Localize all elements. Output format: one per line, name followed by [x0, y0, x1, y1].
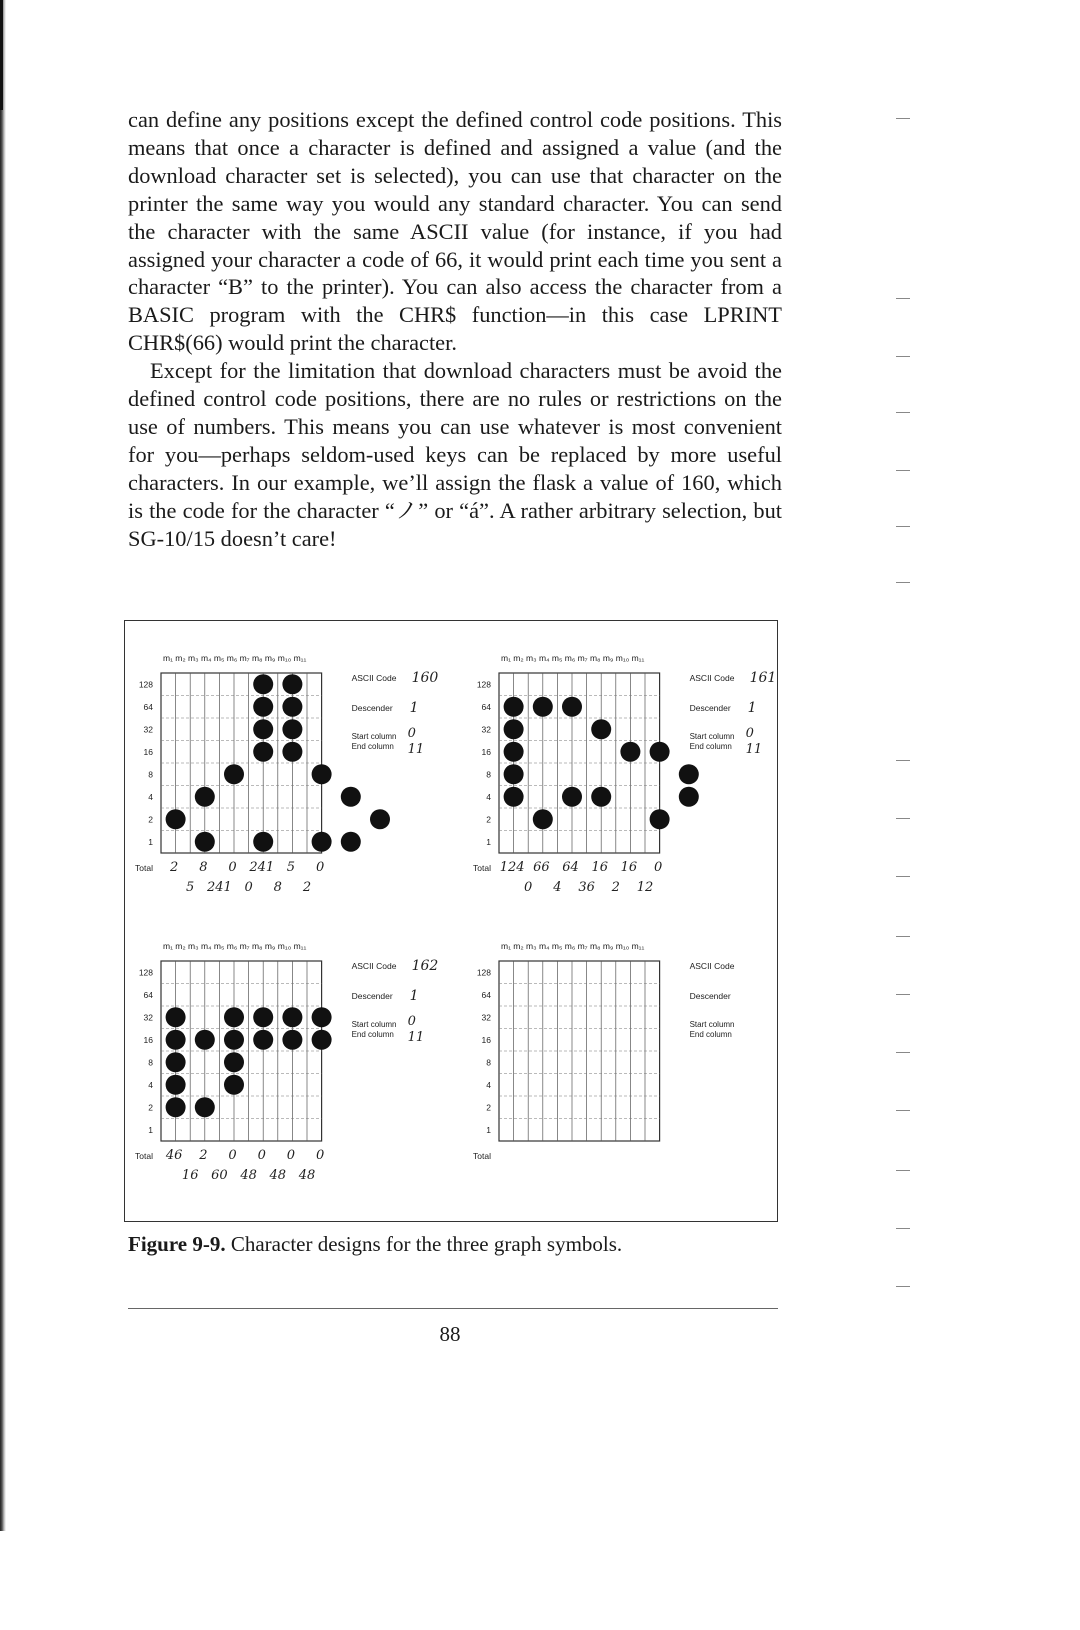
total-label: Total: [473, 863, 491, 873]
row-weight-label: 4: [148, 791, 153, 802]
row-weight-label: 16: [481, 746, 491, 757]
start-column-label: Start column: [351, 1020, 397, 1029]
ascii-code-value: 160: [411, 670, 439, 686]
column-total: 2: [199, 1148, 208, 1163]
start-column-label: Start column: [689, 1020, 735, 1029]
printed-dot: [253, 832, 273, 852]
column-total: 0: [228, 1148, 237, 1163]
column-header-labels: m₁ m₂ m₃ m₄ m₅ m₆ m₇ m₈ m₉ m₁₀ m₁₁: [163, 653, 307, 663]
end-column-value: 11: [407, 1030, 425, 1045]
column-total: 64: [562, 860, 579, 875]
printed-dot: [504, 764, 524, 784]
start-column-value: 0: [745, 726, 754, 741]
column-total: 0: [315, 1148, 325, 1163]
paragraph-2: Except for the limitation that download characters must be avoid the defined control code positions, there are no rules or restrictions on the use of numbers. This means you can use whatever is most convenient for you—perhaps seldom-used keys can be replaced by more useful characters. In our example, we’ll assign the flask a value of 160, which is the code for the character “ノ” or “á”. A rather arbitrary selection, but SG-10/15 doesn’t care!: [128, 358, 782, 551]
column-total: 4: [553, 880, 562, 895]
column-total: 48: [269, 1168, 287, 1183]
row-weight-label: 1: [486, 1124, 491, 1135]
row-weight-label: 16: [481, 1034, 491, 1045]
printed-dot: [282, 697, 302, 717]
row-weight-label: 2: [486, 1102, 491, 1113]
printed-dot: [312, 1030, 332, 1050]
column-total: 16: [591, 860, 609, 875]
column-total: 48: [298, 1168, 316, 1183]
row-weight-label: 16: [143, 746, 153, 757]
column-total: 124: [499, 860, 525, 875]
start-column-label: Start column: [351, 732, 397, 741]
ascii-code-value: 162: [411, 958, 439, 974]
body-text: [128, 106, 782, 553]
printed-dot: [253, 1030, 273, 1050]
printed-dot: [533, 697, 553, 717]
printed-dot: [282, 1030, 302, 1050]
printed-dot: [370, 809, 390, 829]
printed-dot: [282, 1007, 302, 1027]
printed-dot: [166, 1075, 186, 1095]
row-weight-label: 8: [148, 1057, 153, 1068]
caption-label: Figure 9-9.: [128, 1232, 226, 1256]
printed-dot: [504, 787, 524, 807]
ascii-code-label: ASCII Code: [351, 961, 397, 971]
row-weight-label: 32: [481, 1012, 491, 1023]
page-number: 88: [439, 1322, 461, 1346]
row-weight-label: 4: [486, 791, 491, 802]
printed-dot: [195, 1097, 215, 1117]
end-column-label: End column: [689, 1030, 732, 1039]
caption-text: Character designs for the three graph symbols.: [230, 1232, 623, 1256]
row-weight-label: 64: [481, 989, 491, 1000]
printed-dot: [224, 1052, 244, 1072]
column-total: 0: [257, 1148, 266, 1163]
printed-dot: [312, 764, 332, 784]
ascii-code-label: ASCII Code: [689, 961, 735, 971]
printed-dot: [312, 832, 332, 852]
ascii-code-label: ASCII Code: [689, 673, 735, 683]
printed-dot: [224, 1007, 244, 1027]
printed-dot: [282, 742, 302, 762]
column-total: 0: [524, 880, 533, 895]
printed-dot: [195, 787, 215, 807]
printed-dot: [195, 832, 215, 852]
printed-dot: [253, 674, 273, 694]
row-weight-label: 8: [486, 769, 491, 780]
scan-edge-top: [0, 0, 3, 110]
descender-value: 1: [409, 988, 419, 1004]
start-column-label: Start column: [689, 732, 735, 741]
row-weight-label: 64: [481, 701, 491, 712]
descender-label: Descender: [689, 991, 731, 1001]
column-total: 48: [240, 1168, 257, 1183]
total-label: Total: [473, 1151, 491, 1161]
printed-dot: [253, 742, 273, 762]
descender-value: 1: [747, 700, 757, 716]
column-total: 12: [636, 880, 654, 895]
paragraph-1: can define any positions except the defined control code positions. This means that once a character is defined and assigned a value (and the download character set is selected), you can use that character on the printer the same way you would any standard character. You can send the character with the same ASCII value (for instance, if you had assigned your character a code of 66, it would print each time you sent a character “B” to the printer). You can also access the character from a BASIC program with the CHR$ function—in this case LPRINT CHR$(66) would print the character.: [128, 107, 782, 356]
printed-dot: [224, 1030, 244, 1050]
row-weight-label: 2: [148, 814, 153, 825]
column-total: 66: [533, 860, 550, 875]
row-weight-label: 1: [148, 1124, 153, 1135]
printed-dot: [166, 1007, 186, 1027]
row-weight-label: 1: [486, 836, 491, 847]
printed-dot: [341, 832, 361, 852]
scan-edge: [0, 0, 6, 1531]
row-weight-label: 64: [143, 989, 153, 1000]
printed-dot: [224, 1075, 244, 1095]
printed-dot: [282, 674, 302, 694]
printed-dot: [591, 719, 611, 739]
column-total: 36: [578, 880, 595, 895]
column-header-labels: m₁ m₂ m₃ m₄ m₅ m₆ m₇ m₈ m₉ m₁₀ m₁₁: [163, 941, 307, 951]
start-column-value: 0: [407, 726, 416, 741]
column-total: 60: [211, 1168, 228, 1183]
row-weight-label: 128: [476, 967, 491, 978]
total-label: Total: [135, 1151, 153, 1161]
descender-label: Descender: [351, 703, 393, 713]
printed-dot: [166, 809, 186, 829]
printed-dot: [679, 787, 699, 807]
column-total: 8: [273, 880, 282, 895]
printed-dot: [679, 764, 699, 784]
printed-dot: [253, 697, 273, 717]
row-weight-label: 4: [148, 1079, 153, 1090]
descender-label: Descender: [351, 991, 393, 1001]
printed-dot: [166, 1052, 186, 1072]
column-header-labels: m₁ m₂ m₃ m₄ m₅ m₆ m₇ m₈ m₉ m₁₀ m₁₁: [501, 941, 645, 951]
printed-dot: [562, 787, 582, 807]
printed-dot: [650, 742, 670, 762]
column-total: 0: [653, 860, 663, 875]
row-weight-label: 32: [143, 724, 153, 735]
margin-marks: [896, 30, 936, 1630]
figure-9-9: [124, 620, 778, 1222]
row-weight-label: 8: [486, 1057, 491, 1068]
column-total: 0: [244, 880, 253, 895]
column-total: 2: [611, 880, 620, 895]
end-column-value: 11: [407, 742, 425, 757]
column-total: 2: [169, 860, 179, 875]
printed-dot: [282, 719, 302, 739]
end-column-label: End column: [351, 742, 394, 751]
descender-value: 1: [409, 700, 419, 716]
row-weight-label: 64: [143, 701, 153, 712]
row-weight-label: 32: [481, 724, 491, 735]
row-weight-label: 128: [476, 679, 491, 690]
start-column-value: 0: [407, 1014, 416, 1029]
descender-label: Descender: [689, 703, 731, 713]
printed-dot: [224, 764, 244, 784]
total-label: Total: [135, 863, 153, 873]
column-total: 8: [199, 860, 208, 875]
column-total: 46: [165, 1148, 183, 1163]
row-weight-label: 128: [138, 967, 153, 978]
column-total: 0: [228, 860, 237, 875]
column-total: 0: [286, 1148, 296, 1163]
printed-dot: [504, 697, 524, 717]
row-weight-label: 2: [486, 814, 491, 825]
printed-dot: [341, 787, 361, 807]
printed-dot: [504, 742, 524, 762]
column-total: 16: [181, 1168, 199, 1183]
column-total: 2: [302, 880, 312, 895]
ascii-code-value: 161: [749, 670, 777, 686]
ascii-code-label: ASCII Code: [351, 673, 397, 683]
row-weight-label: 4: [486, 1079, 491, 1090]
column-total: 241: [249, 860, 275, 875]
printed-dot: [504, 719, 524, 739]
printed-dot: [620, 742, 640, 762]
printed-dot: [312, 1007, 332, 1027]
printed-dot: [533, 809, 553, 829]
printed-dot: [166, 1097, 186, 1117]
printed-dot: [253, 1007, 273, 1027]
figure-caption: [128, 1232, 828, 1257]
row-weight-label: 128: [138, 679, 153, 690]
printed-dot: [166, 1030, 186, 1050]
column-total: 241: [206, 880, 232, 895]
end-column-value: 11: [745, 742, 763, 757]
dot-matrix-grids: [125, 621, 777, 1221]
printed-dot: [195, 1030, 215, 1050]
column-total: 5: [286, 860, 296, 875]
end-column-label: End column: [689, 742, 732, 751]
row-weight-label: 8: [148, 769, 153, 780]
printed-dot: [253, 719, 273, 739]
row-weight-label: 2: [148, 1102, 153, 1113]
column-total: 16: [620, 860, 638, 875]
printed-dot: [562, 697, 582, 717]
printed-dot: [591, 787, 611, 807]
row-weight-label: 32: [143, 1012, 153, 1023]
row-weight-label: 16: [143, 1034, 153, 1045]
column-total: 0: [315, 860, 325, 875]
footer-rule: [128, 1308, 778, 1309]
column-total: 5: [186, 880, 195, 895]
end-column-label: End column: [351, 1030, 394, 1039]
row-weight-label: 1: [148, 836, 153, 847]
printed-dot: [650, 809, 670, 829]
column-header-labels: m₁ m₂ m₃ m₄ m₅ m₆ m₇ m₈ m₉ m₁₀ m₁₁: [501, 653, 645, 663]
